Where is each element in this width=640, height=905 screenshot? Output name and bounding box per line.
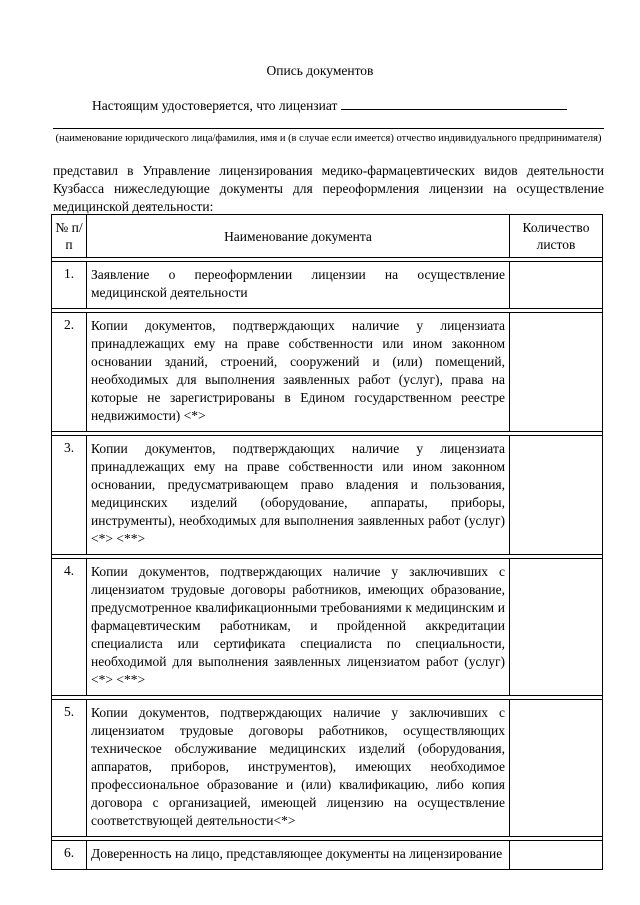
row-number: 4. (52, 559, 87, 696)
certify-text: Настоящим удостоверяется, что лицензиат (92, 98, 338, 113)
licensee-name-underline (53, 128, 604, 129)
row-document-name: Заявление о переоформлении лицензии на осуществление медицинской деятельности (87, 262, 510, 309)
intro-paragraph: представил в Управление лицензирования медико-фармацевтических видов деятельности Кузбасса нижеследующие документы для переоформления лицензии на осуществление медицинской деятельности: (53, 163, 604, 214)
licensee-name-caption: (наименование юридического лица/фамилия, имя и (в случае если имеется) отчество индивидуального предпринимателя) (55, 133, 602, 144)
header-name: Наименование документа (87, 215, 510, 258)
row-number: 5. (52, 700, 87, 837)
row-sheet-count[interactable] (510, 436, 603, 555)
row-document-name: Копии документов, подтверждающих наличие у заключивших с лицензиатом трудовые договоры работников, осуществляющих техническое обслуживание медицинских изделий (оборудования, аппаратов, приборов, инструментов), имеющих необходимое профессиональное образование и (или) квалификацию, либо копия договора с организацией, имеющей лицензию на осуществление соответствующей деятельности<*> (87, 700, 510, 837)
header-count: Количество листов (510, 215, 603, 258)
licensee-name-blank (341, 96, 567, 110)
table-row (52, 559, 603, 696)
row-number: 6. (52, 841, 87, 870)
documents-table (51, 214, 603, 870)
row-number: 3. (52, 436, 87, 555)
table-row (52, 700, 603, 837)
table-header-row (52, 215, 603, 258)
row-sheet-count[interactable] (510, 700, 603, 837)
row-number: 1. (52, 262, 87, 309)
header-num: № п/п (52, 215, 87, 258)
row-number: 2. (52, 313, 87, 432)
table-row (52, 436, 603, 555)
row-document-name: Доверенность на лицо, представляющее документы на лицензирование (87, 841, 510, 870)
row-sheet-count[interactable] (510, 841, 603, 870)
table-row (52, 841, 603, 870)
certify-line (92, 96, 567, 114)
row-document-name: Копии документов, подтверждающих наличие у лицензиата принадлежащих ему на праве собственности или ином законном основании, предусматривающем право владения и пользования, медицинских изделий (оборудование, аппараты, приборы, инструменты), необходимых для выполнения заявленных работ (услуг) <*> <**> (87, 436, 510, 555)
table-row (52, 262, 603, 309)
row-sheet-count[interactable] (510, 313, 603, 432)
document-title: Опись документов (266, 63, 374, 78)
row-document-name: Копии документов, подтверждающих наличие у лицензиата принадлежащих ему на праве собственности или ином законном основании зданий, строений, сооружений и (или) помещений, необходимых для выполнения заявленных работ (услуг), права на которые не зарегистрированы в Едином государственном реестре недвижимости) <*> (87, 313, 510, 432)
table-row (52, 313, 603, 432)
row-sheet-count[interactable] (510, 559, 603, 696)
row-sheet-count[interactable] (510, 262, 603, 309)
row-document-name: Копии документов, подтверждающих наличие у заключивших с лицензиатом трудовые договоры работников, имеющих образование, предусмотренное квалификационными требованиями к медицинским и фармацевтическим работникам, и пройденной аккредитации специалиста или сертификата специалиста по специальности, необходимой для выполнения заявленных лицензиатом работ (услуг) <*> <**> (87, 559, 510, 696)
